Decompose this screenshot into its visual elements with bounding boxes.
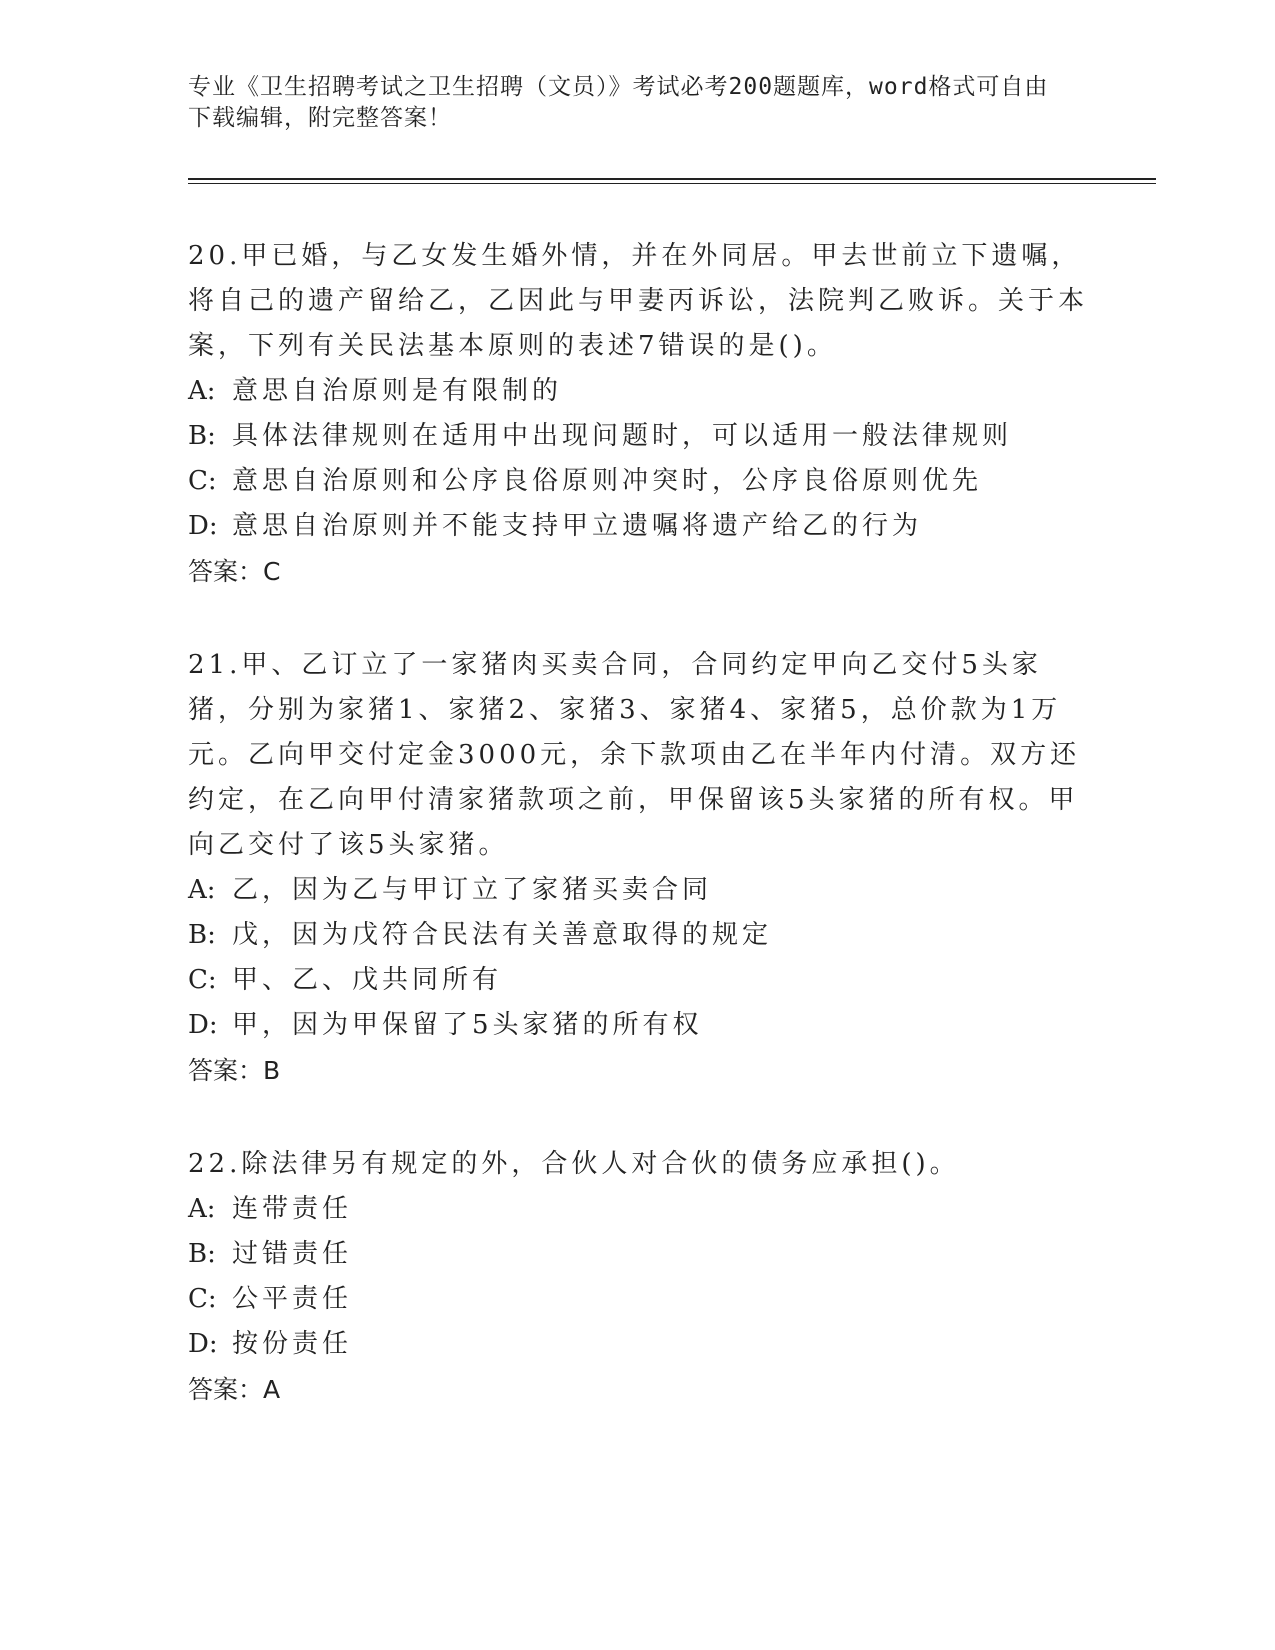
option-b xyxy=(188,1232,1088,1277)
option-b xyxy=(188,414,1088,459)
option-text: 意思自治原则是有限制的 xyxy=(232,376,563,406)
option-letter: A: xyxy=(188,875,216,905)
option-d xyxy=(188,1003,1088,1048)
option-letter: B: xyxy=(188,920,216,950)
answer-line: 答案：B xyxy=(188,1056,281,1085)
header-divider-thick xyxy=(188,178,1156,180)
question-21 xyxy=(188,643,1088,1093)
question-stem: 21.甲、乙订立了一家猪肉买卖合同，合同约定甲向乙交付5头家猪，分别为家猪1、家猪2、家猪3、家猪4、家猪5，总价款为1万元。乙向甲交付定金3000元，余下款项由乙在半年内付清。双方还约定，在乙向甲付清家猪款项之前，甲保留该5头家猪的所有权。甲向乙交付了该5头家猪。 xyxy=(188,650,1081,860)
document-header: 专业《卫生招聘考试之卫生招聘（文员）》考试必考200题题库，word格式可自由下载编辑，附完整答案！ xyxy=(188,74,1049,131)
option-a xyxy=(188,369,1088,414)
option-text: 公平责任 xyxy=(232,1284,353,1314)
option-letter: C: xyxy=(188,1284,217,1314)
header-divider-thin xyxy=(188,183,1156,184)
question-stem: 20.甲已婚，与乙女发生婚外情，并在外同居。甲去世前立下遗嘱，将自己的遗产留给乙，乙因此与甲妻丙诉讼，法院判乙败诉。关于本案，下列有关民法基本原则的表述7错误的是()。 xyxy=(188,241,1089,361)
answer-line: 答案：A xyxy=(188,1375,281,1404)
option-letter: A: xyxy=(188,1194,216,1224)
option-letter: B: xyxy=(188,421,216,451)
option-letter: C: xyxy=(188,965,217,995)
option-d xyxy=(188,504,1088,549)
option-b xyxy=(188,913,1088,958)
option-text: 具体法律规则在适用中出现问题时，可以适用一般法律规则 xyxy=(232,421,1013,451)
option-c xyxy=(188,1277,1088,1322)
option-a xyxy=(188,868,1088,913)
option-c xyxy=(188,958,1088,1003)
option-text: 意思自治原则并不能支持甲立遗嘱将遗产给乙的行为 xyxy=(232,511,923,541)
option-c xyxy=(188,459,1088,504)
option-letter: D: xyxy=(188,1329,218,1359)
option-text: 甲、乙、戊共同所有 xyxy=(232,965,503,995)
option-d xyxy=(188,1322,1088,1367)
option-text: 按份责任 xyxy=(232,1329,353,1359)
question-20 xyxy=(188,234,1088,594)
option-letter: B: xyxy=(188,1239,216,1269)
option-text: 乙，因为乙与甲订立了家猪买卖合同 xyxy=(232,875,713,905)
option-text: 意思自治原则和公序良俗原则冲突时，公序良俗原则优先 xyxy=(232,466,983,496)
option-a xyxy=(188,1187,1088,1232)
option-text: 连带责任 xyxy=(232,1194,353,1224)
option-letter: A: xyxy=(188,376,216,406)
question-22 xyxy=(188,1142,1088,1412)
option-text: 戊，因为戊符合民法有关善意取得的规定 xyxy=(232,920,773,950)
option-text: 甲，因为甲保留了5头家猪的所有权 xyxy=(232,1010,703,1040)
option-text: 过错责任 xyxy=(232,1239,353,1269)
option-letter: C: xyxy=(188,466,217,496)
option-letter: D: xyxy=(188,1010,218,1040)
answer-line: 答案：C xyxy=(188,557,281,586)
question-stem: 22.除法律另有规定的外，合伙人对合伙的债务应承担()。 xyxy=(188,1149,960,1179)
option-letter: D: xyxy=(188,511,218,541)
